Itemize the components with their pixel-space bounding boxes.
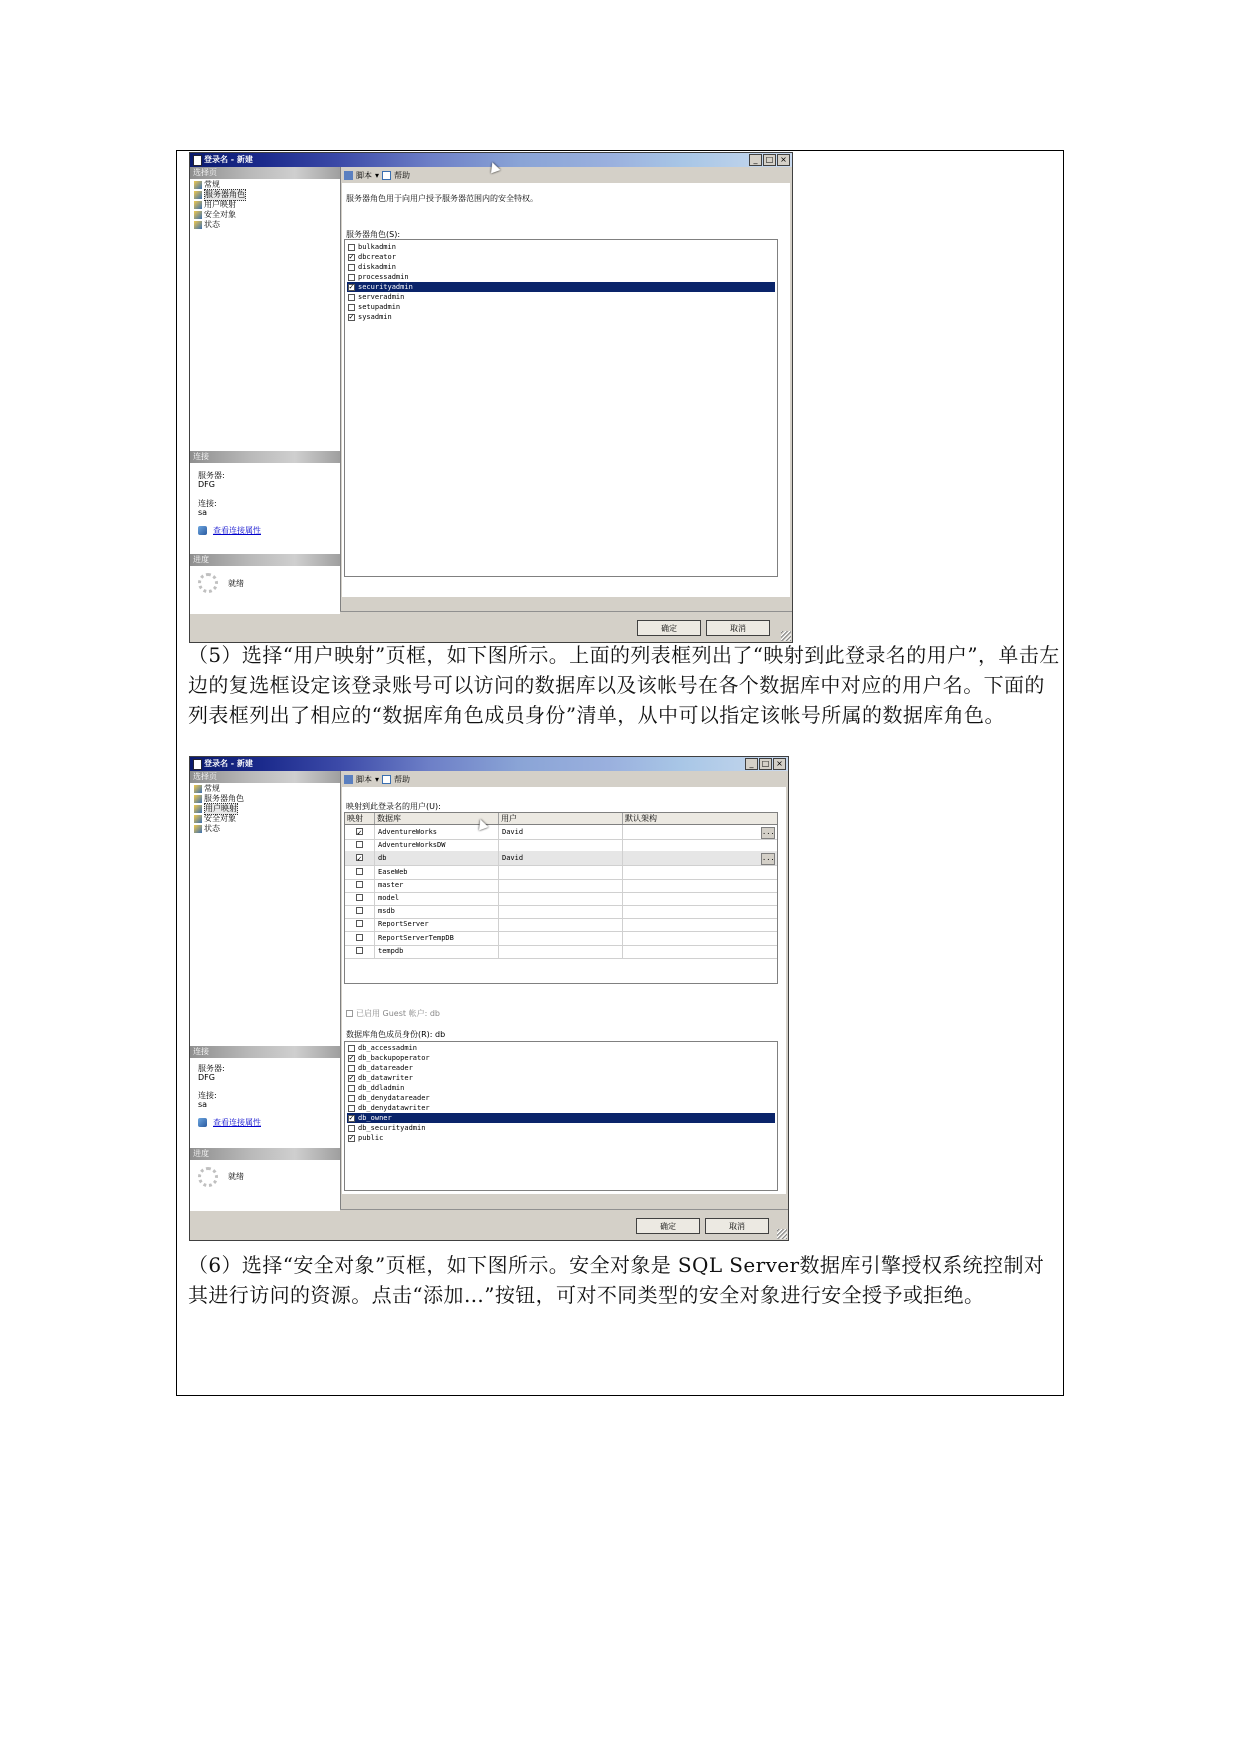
role-name: db_denydatawriter — [358, 1104, 430, 1112]
role-name: db_owner — [358, 1114, 392, 1122]
default-schema-cell[interactable] — [623, 944, 777, 958]
user-cell[interactable] — [499, 904, 623, 918]
server-label: 服务器: — [198, 1064, 225, 1073]
login-new-dialog-server-roles — [189, 152, 793, 643]
role-name: sysadmin — [358, 313, 392, 321]
database-cell[interactable]: tempdb — [375, 944, 499, 958]
role-list-item[interactable] — [347, 1043, 775, 1053]
login-new-dialog-user-mapping — [189, 756, 789, 1241]
map-cell — [345, 944, 375, 958]
user-cell[interactable] — [499, 878, 623, 892]
map-checkbox[interactable] — [356, 920, 363, 927]
map-cell — [345, 891, 375, 905]
map-checkbox[interactable] — [356, 881, 363, 888]
default-schema-cell[interactable] — [623, 865, 777, 879]
role-list-item[interactable] — [347, 272, 775, 282]
default-schema-cell[interactable] — [623, 851, 777, 865]
role-checkbox[interactable] — [348, 1075, 355, 1082]
close-button[interactable]: × — [773, 758, 786, 770]
role-name: bulkadmin — [358, 243, 396, 251]
role-checkbox[interactable] — [348, 1095, 355, 1102]
connection-label: 连接: — [198, 499, 217, 508]
default-schema-cell[interactable] — [623, 891, 777, 905]
database-cell[interactable]: ReportServerTempDB — [375, 931, 499, 945]
role-checkbox[interactable] — [348, 274, 355, 281]
nav-item-general[interactable]: 常规 — [194, 180, 220, 190]
page-icon — [194, 191, 202, 199]
role-name: public — [358, 1134, 384, 1142]
content-pane — [342, 183, 790, 597]
page-icon — [194, 221, 202, 229]
column-header-default-schema[interactable]: 默认架构 — [625, 814, 657, 823]
page-icon — [194, 805, 202, 813]
role-list-item[interactable] — [347, 292, 775, 302]
minimize-button[interactable]: _ — [749, 154, 762, 166]
role-list-item[interactable] — [347, 302, 775, 312]
role-name: serveradmin — [358, 293, 405, 301]
default-schema-cell[interactable] — [623, 904, 777, 918]
page-icon — [194, 181, 202, 189]
map-cell — [345, 865, 375, 879]
role-list-item[interactable] — [347, 282, 775, 292]
database-cell[interactable]: AdventureWorks — [375, 825, 499, 839]
ok-button[interactable]: 确定 — [636, 1218, 700, 1234]
user-cell[interactable] — [499, 931, 623, 945]
column-header-user[interactable]: 用户 — [499, 813, 623, 824]
page-icon — [194, 785, 202, 793]
db-role-membership-list[interactable] — [344, 1041, 778, 1191]
map-checkbox[interactable] — [356, 854, 363, 861]
page-description: 服务器角色用于向用户授予服务器范围内的安全特权。 — [346, 194, 538, 203]
connection-label: 连接: — [198, 1091, 217, 1100]
role-checkbox[interactable] — [348, 1085, 355, 1092]
role-checkbox[interactable] — [348, 244, 355, 251]
role-checkbox[interactable] — [348, 284, 355, 291]
server-roles-list[interactable] — [344, 239, 778, 577]
role-list-item[interactable] — [347, 1133, 775, 1143]
progress-header: 进度 — [190, 554, 340, 566]
user-cell[interactable] — [499, 917, 623, 931]
role-checkbox[interactable] — [348, 264, 355, 271]
close-button[interactable]: × — [777, 154, 790, 166]
button-bar — [340, 611, 792, 642]
database-cell[interactable]: ReportServer — [375, 917, 499, 931]
role-checkbox[interactable] — [348, 294, 355, 301]
role-checkbox[interactable] — [348, 1125, 355, 1132]
table-row[interactable] — [345, 944, 777, 959]
ok-button[interactable]: 确定 — [637, 620, 701, 636]
role-checkbox[interactable] — [348, 1065, 355, 1072]
role-name: db_datareader — [358, 1064, 413, 1072]
user-cell[interactable] — [499, 944, 623, 958]
view-connection-properties-link[interactable]: 查看连接属性 — [198, 525, 261, 536]
role-list-item[interactable] — [347, 1053, 775, 1063]
role-checkbox[interactable] — [348, 1055, 355, 1062]
map-checkbox[interactable] — [356, 828, 363, 835]
select-page-header: 选择页 — [190, 167, 340, 179]
nav-item-securables[interactable]: 安全对象 — [194, 210, 236, 220]
browse-schema-button[interactable]: ... — [761, 853, 775, 865]
resize-grip-icon[interactable] — [777, 1229, 787, 1239]
role-list-item[interactable] — [347, 1063, 775, 1073]
select-page-header: 选择页 — [190, 771, 340, 783]
nav-item-user-mapping[interactable]: 用户映射 — [194, 804, 238, 814]
role-list-item[interactable] — [347, 1103, 775, 1113]
guest-account-option: 已启用 Guest 帐户: db — [346, 1008, 440, 1019]
page-icon — [194, 815, 202, 823]
help-icon — [382, 775, 391, 784]
map-cell — [345, 838, 375, 852]
connection-header: 连接 — [190, 1046, 340, 1058]
window-icon — [193, 759, 202, 770]
nav-item-securables[interactable]: 安全对象 — [194, 814, 236, 824]
role-checkbox[interactable] — [348, 254, 355, 261]
window-title: 登录名 - 新建 — [204, 155, 253, 164]
role-list-item[interactable] — [347, 312, 775, 322]
paragraph-6: （6）选择“安全对象”页框，如下图所示。安全对象是 SQL Server数据库引擎授权系统控制对其进行访问的资源。点击“添加…”按钮，可对不同类型的安全对象进行安全授予或拒绝。 — [188, 1253, 1045, 1307]
connection-value: sa — [198, 1100, 208, 1109]
progress-status: 就绪 — [228, 1172, 244, 1181]
user-cell[interactable]: David — [499, 851, 623, 865]
progress-header: 进度 — [190, 1148, 340, 1160]
role-name: diskadmin — [358, 263, 396, 271]
database-cell[interactable]: AdventureWorksDW — [375, 838, 499, 852]
mapped-users-label: 映射到此登录名的用户(U): — [346, 802, 441, 811]
database-cell[interactable]: EaseWeb — [375, 865, 499, 879]
help-button[interactable]: 帮助 — [394, 170, 411, 180]
role-checkbox[interactable] — [348, 1115, 355, 1122]
minimize-button[interactable]: _ — [745, 758, 758, 770]
map-cell — [345, 904, 375, 918]
role-name: processadmin — [358, 273, 409, 281]
toolbar — [342, 772, 786, 786]
default-schema-cell[interactable] — [623, 917, 777, 931]
map-cell — [345, 878, 375, 892]
role-name: db_accessadmin — [358, 1044, 418, 1052]
help-icon — [382, 171, 391, 180]
connection-header: 连接 — [190, 451, 340, 463]
role-name: setupadmin — [358, 303, 401, 311]
nav-item-general[interactable]: 常规 — [194, 784, 220, 794]
page-icon — [194, 825, 202, 833]
role-name: securityadmin — [358, 283, 413, 291]
map-cell — [345, 917, 375, 931]
select-page-pane — [190, 771, 341, 1211]
database-cell[interactable]: db — [375, 851, 499, 865]
role-name: db_ddladmin — [358, 1084, 405, 1092]
user-cell[interactable] — [499, 891, 623, 905]
server-value: DFG — [198, 1073, 215, 1082]
button-bar — [340, 1209, 788, 1240]
role-checkbox[interactable] — [348, 304, 355, 311]
progress-status: 就绪 — [228, 579, 244, 588]
nav-item-user-mapping[interactable]: 用户映射 — [194, 200, 236, 210]
browse-schema-button[interactable]: ... — [761, 827, 775, 839]
window-icon — [193, 155, 202, 166]
connection-value: sa — [198, 508, 208, 517]
user-cell[interactable] — [499, 838, 623, 852]
page-icon — [194, 201, 202, 209]
role-checkbox[interactable] — [348, 1105, 355, 1112]
role-list-item[interactable] — [347, 1123, 775, 1133]
connection-properties-icon — [198, 526, 207, 535]
map-checkbox[interactable] — [356, 841, 363, 848]
toolbar — [342, 168, 790, 182]
user-cell[interactable]: David — [499, 825, 623, 839]
role-name: dbcreator — [358, 253, 396, 261]
help-button[interactable]: 帮助 — [394, 774, 411, 784]
nav-item-server-roles[interactable]: 服务器角色 — [194, 794, 244, 804]
paragraph-5: （5）选择“用户映射”页框，如下图所示。上面的列表框列出了“映射到此登录名的用户”，单击左边的复选框设定该登录账号可以访问的数据库以及该帐号在各个数据库中对应的用户名。下面的列表框列出了相应的“数据库角色成员身份”清单，从中可以指定该帐号所属的数据库角色。 — [188, 643, 1060, 727]
role-checkbox[interactable] — [348, 1135, 355, 1142]
map-cell — [345, 851, 375, 865]
role-list-item[interactable] — [347, 1073, 775, 1083]
role-name: db_denydatareader — [358, 1094, 430, 1102]
database-cell[interactable]: msdb — [375, 904, 499, 918]
database-cell[interactable]: model — [375, 891, 499, 905]
script-icon — [344, 775, 353, 784]
map-checkbox[interactable] — [356, 934, 363, 941]
server-value: DFG — [198, 480, 215, 489]
role-list-item[interactable] — [347, 1083, 775, 1093]
page-icon — [194, 795, 202, 803]
nav-item-status[interactable]: 状态 — [194, 824, 220, 834]
title-bar[interactable] — [190, 757, 788, 771]
grid-header — [345, 813, 777, 825]
column-header-map[interactable]: 映射 — [345, 813, 375, 824]
nav-item-server-roles[interactable]: 服务器角色 — [194, 190, 246, 200]
db-role-membership-label: 数据库角色成员身份(R): db — [346, 1030, 446, 1039]
role-list-item[interactable] — [347, 242, 775, 252]
script-icon — [344, 171, 353, 180]
server-label: 服务器: — [198, 471, 225, 480]
select-page-pane — [190, 167, 341, 614]
map-cell — [345, 825, 375, 839]
map-checkbox[interactable] — [356, 868, 363, 875]
default-schema-cell[interactable] — [623, 878, 777, 892]
default-schema-cell[interactable] — [623, 931, 777, 945]
guest-checkbox[interactable] — [346, 1010, 353, 1017]
script-button[interactable]: 脚本 — [356, 170, 372, 180]
cancel-button[interactable]: 取消 — [705, 1218, 769, 1234]
script-button[interactable]: 脚本 — [356, 774, 372, 784]
role-list-item[interactable] — [347, 1093, 775, 1103]
page-icon — [194, 211, 202, 219]
maximize-button[interactable]: □ — [763, 154, 776, 166]
role-list-item[interactable] — [347, 262, 775, 272]
view-connection-properties-link[interactable]: 查看连接属性 — [198, 1117, 261, 1128]
map-checkbox[interactable] — [356, 907, 363, 914]
default-schema-cell[interactable] — [623, 838, 777, 852]
user-mapping-grid[interactable] — [344, 812, 778, 984]
content-pane — [342, 787, 786, 1194]
map-cell — [345, 931, 375, 945]
role-name: db_backupoperator — [358, 1054, 430, 1062]
maximize-button[interactable]: □ — [759, 758, 772, 770]
script-dropdown-icon[interactable]: ▾ — [375, 774, 380, 784]
map-checkbox[interactable] — [356, 947, 363, 954]
default-schema-cell[interactable] — [623, 825, 777, 839]
database-cell[interactable]: master — [375, 878, 499, 892]
map-checkbox[interactable] — [356, 894, 363, 901]
server-roles-label: 服务器角色(S): — [346, 230, 401, 239]
role-list-item[interactable] — [347, 252, 775, 262]
window-title: 登录名 - 新建 — [204, 759, 253, 768]
script-dropdown-icon[interactable]: ▾ — [375, 170, 380, 180]
role-checkbox[interactable] — [348, 314, 355, 321]
cancel-button[interactable]: 取消 — [706, 620, 770, 636]
progress-spinner-icon — [198, 573, 218, 593]
role-name: db_securityadmin — [358, 1124, 426, 1132]
progress-spinner-icon — [198, 1167, 218, 1187]
role-list-item[interactable] — [347, 1113, 775, 1123]
role-checkbox[interactable] — [348, 1045, 355, 1052]
column-header-database[interactable]: 数据库 — [375, 813, 499, 824]
nav-item-status[interactable]: 状态 — [194, 220, 220, 230]
role-name: db_datawriter — [358, 1074, 413, 1082]
user-cell[interactable] — [499, 865, 623, 879]
connection-properties-icon — [198, 1118, 207, 1127]
